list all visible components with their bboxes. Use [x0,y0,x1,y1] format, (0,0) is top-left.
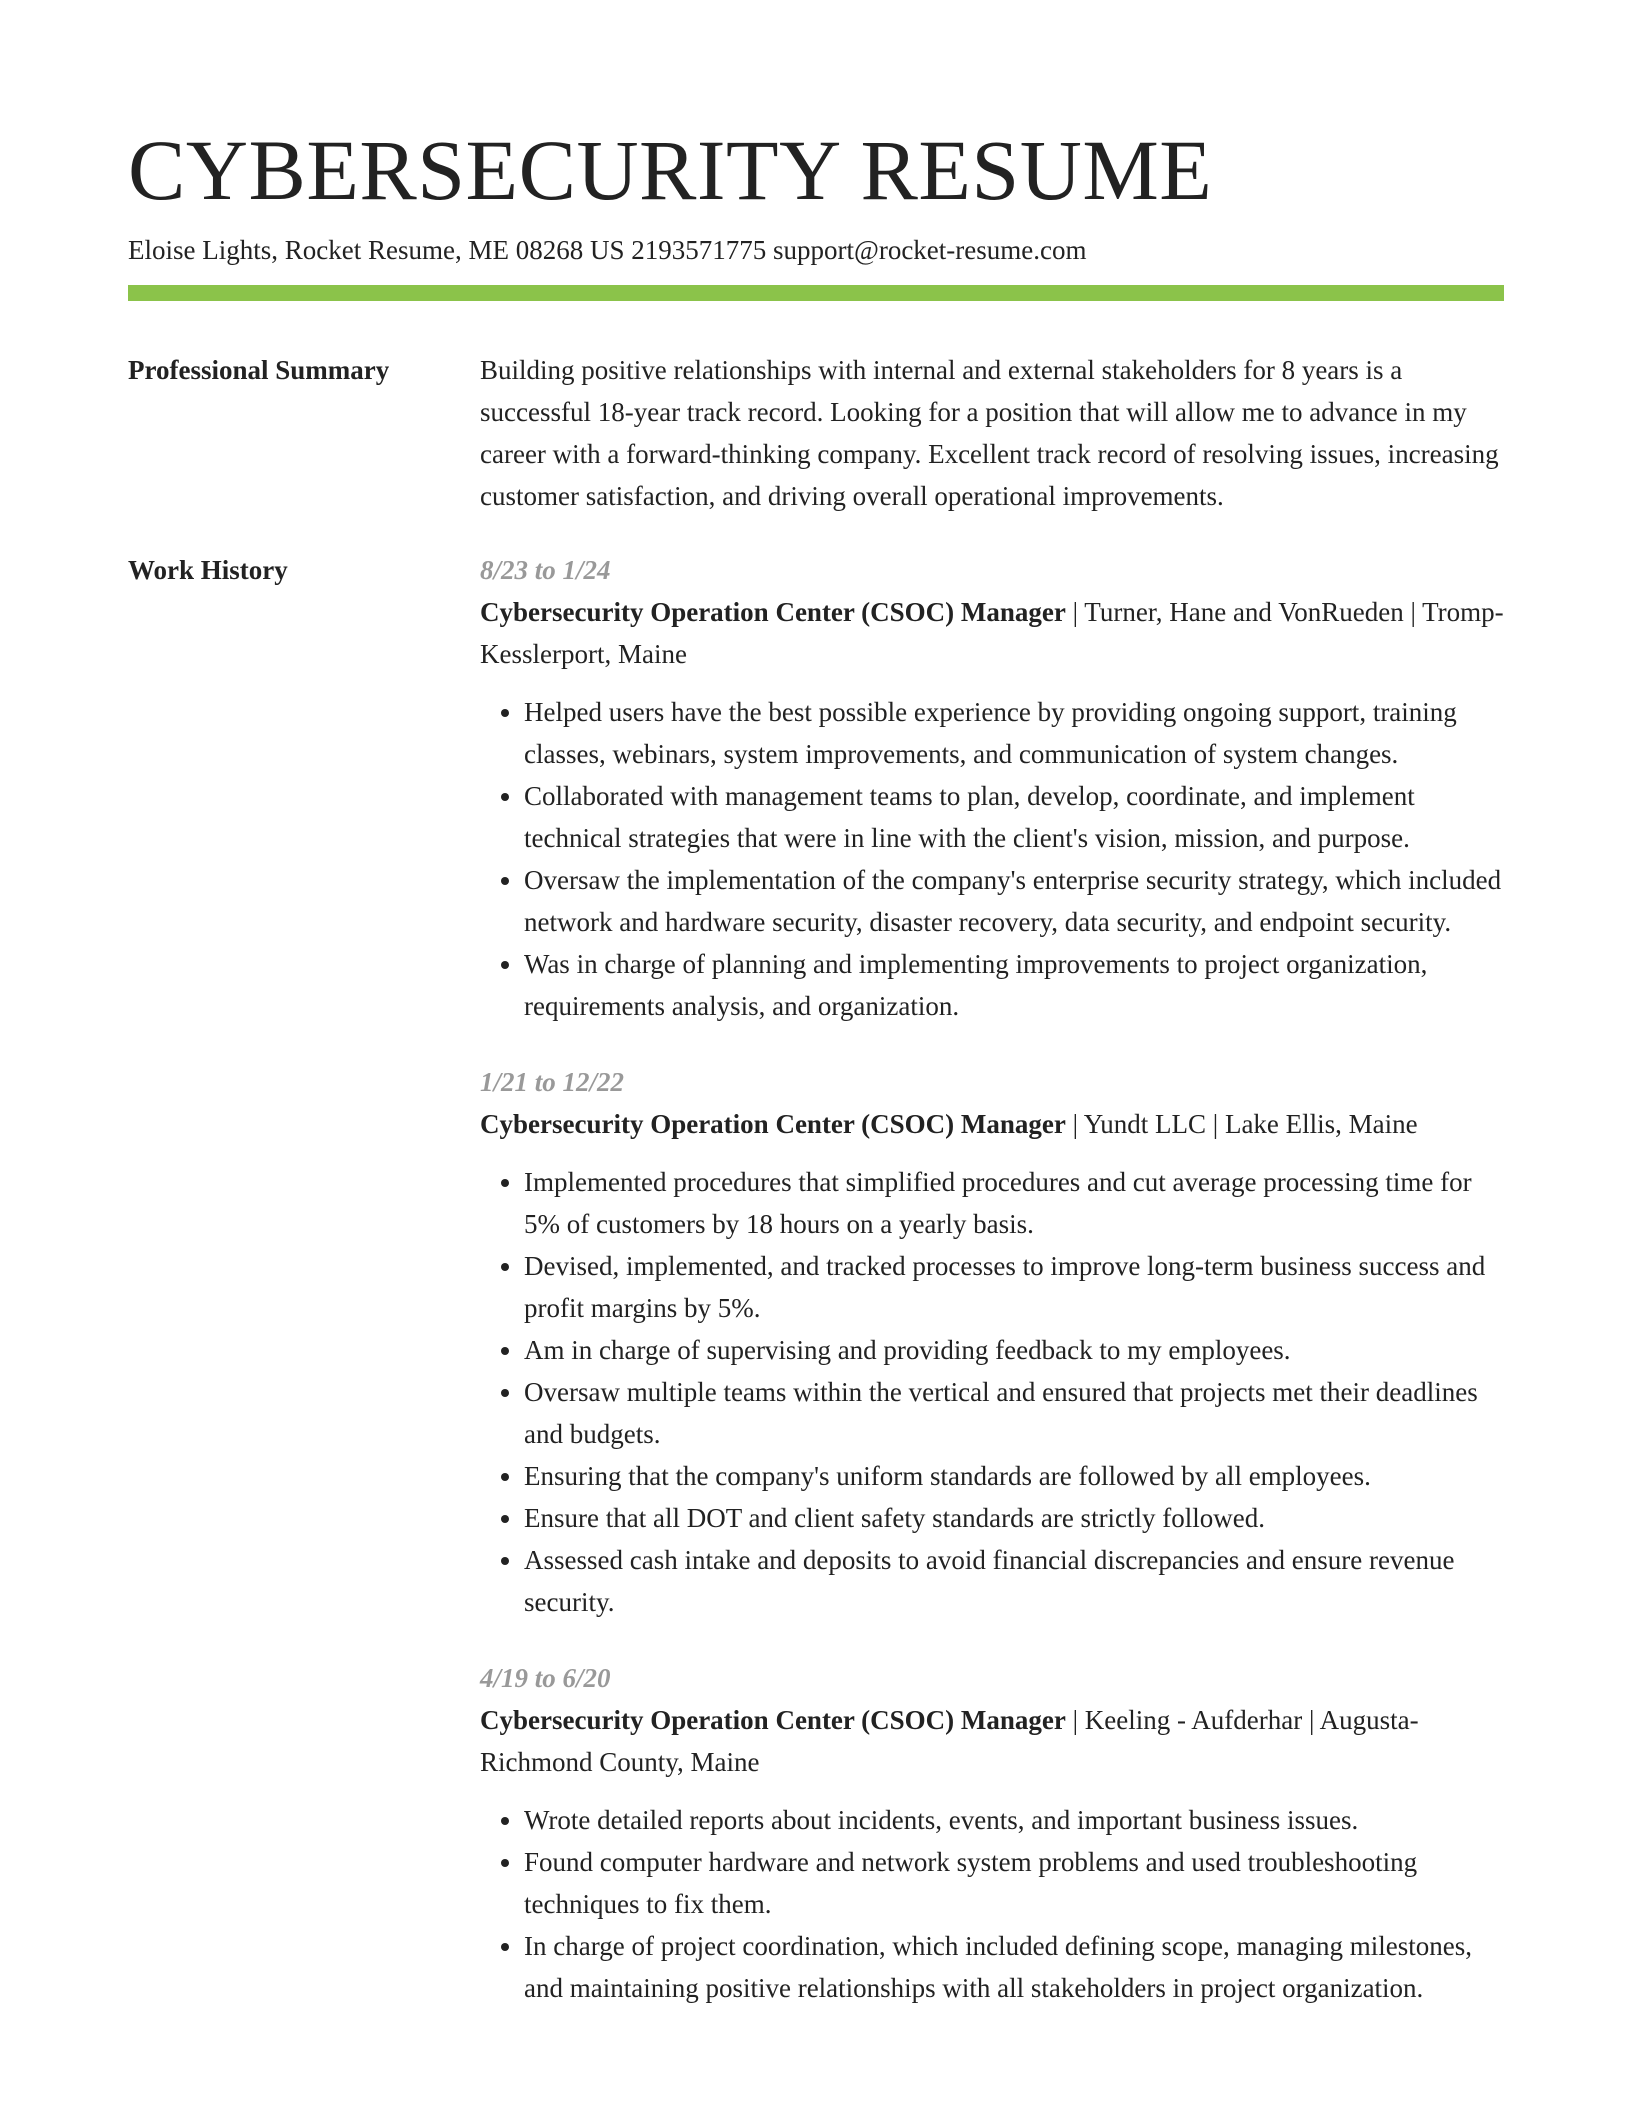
job-dates: 8/23 to 1/24 [480,555,611,585]
job-company-location: | Turner, Hane and VonRueden | Tromp-Kesslerport, Maine [480,597,1504,669]
job-bullet: • Assessed cash intake and deposits to avoid financial discrepancies and ensure revenue security. [524,1539,1506,1623]
job-bullet: • Implemented procedures that simplified procedures and cut average processing time for 5% of customers by 18 hours on a yearly basis. [524,1161,1506,1245]
job-bullet: • Wrote detailed reports about incidents, events, and important business issues. [524,1799,1506,1841]
job-bullet-list [480,1799,1506,2009]
job-bullet: • Found computer hardware and network system problems and used troubleshooting techniques to fix them. [524,1841,1506,1925]
job-company-location: | Yundt LLC | Lake Ellis, Maine [1065,1109,1418,1139]
job-title: Cybersecurity Operation Center (CSOC) Manager [480,1705,1066,1735]
job-bullet: • Helped users have the best possible experience by providing ongoing support, training classes, webinars, system improvements, and communication of system changes. [524,691,1506,775]
job-bullet: • Oversaw the implementation of the company's enterprise security strategy, which included network and hardware security, disaster recovery, data security, and endpoint security. [524,859,1506,943]
job-entry [480,1061,1506,1623]
job-bullet: • Ensure that all DOT and client safety standards are strictly followed. [524,1497,1506,1539]
job-bullet: • Devised, implemented, and tracked processes to improve long-term business success and profit margins by 5%. [524,1245,1506,1329]
job-dates: 1/21 to 12/22 [480,1067,625,1097]
accent-divider [128,285,1504,301]
summary-label: Professional Summary [128,355,390,385]
summary-text: Building positive relationships with internal and external stakeholders for 8 years is a successful 18-year track record. Looking for a position that will allow me to advance in my career with a forward-thinking company. Excellent track record of resolving issues, increasing customer satisfaction, and driving overall operational improvements. [480,355,1499,511]
page-title: CYBERSECURITY RESUME [128,122,1213,218]
job-company-location: | Keeling - Aufderhar | Augusta-Richmond County, Maine [480,1705,1419,1777]
job-bullet: • Am in charge of supervising and providing feedback to my employees. [524,1329,1506,1371]
job-title: Cybersecurity Operation Center (CSOC) Manager [480,1109,1066,1139]
job-entry [480,549,1506,1027]
job-heading [480,1103,1506,1145]
job-bullet: • Oversaw multiple teams within the vertical and ensured that projects met their deadlines and budgets. [524,1371,1506,1455]
summary-body [480,349,1506,517]
job-bullet-list [480,691,1506,1027]
work-history-body [480,549,1506,2043]
job-heading [480,591,1506,675]
job-title: Cybersecurity Operation Center (CSOC) Manager [480,597,1066,627]
job-bullet: • In charge of project coordination, which included defining scope, managing milestones, and maintaining positive relationships with all stakeholders in project organization. [524,1925,1506,2009]
job-dates: 4/19 to 6/20 [480,1663,611,1693]
job-bullet: • Collaborated with management teams to plan, develop, coordinate, and implement technical strategies that were in line with the client's vision, mission, and purpose. [524,775,1506,859]
job-entry [480,1657,1506,2009]
job-bullet: • Ensuring that the company's uniform standards are followed by all employees. [524,1455,1506,1497]
job-bullet: • Was in charge of planning and implementing improvements to project organization, requirements analysis, and organization. [524,943,1506,1027]
job-bullet-list [480,1161,1506,1623]
job-heading [480,1699,1506,1783]
contact-line: Eloise Lights, Rocket Resume, ME 08268 US 2193571775 support@rocket-resume.com [128,235,1087,265]
work-history-label: Work History [128,555,288,585]
summary-section [128,349,1504,519]
